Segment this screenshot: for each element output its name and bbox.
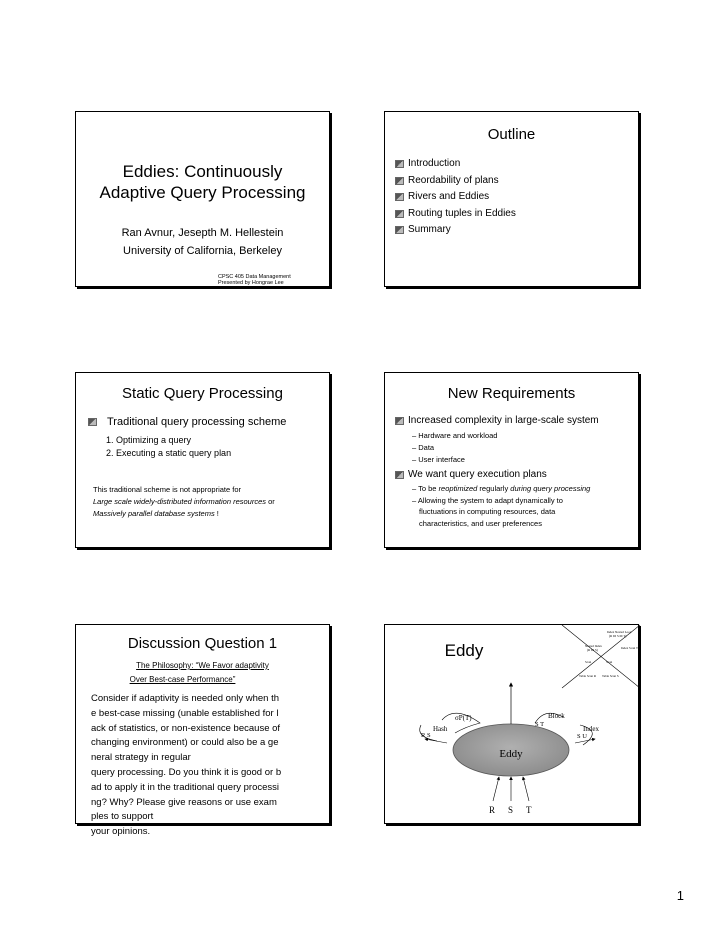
- philosophy-line2: Over Best-case Performance”: [129, 675, 236, 684]
- block-op-label: Block: [548, 712, 565, 720]
- block-op-sub: S T: [535, 721, 545, 728]
- input-label: R: [489, 805, 496, 815]
- list-item: Reordability of plans: [395, 173, 516, 190]
- list-item: – User interface: [412, 455, 465, 464]
- page-number: 1: [676, 888, 684, 903]
- mini-plan-label: Index Scan T: [621, 646, 638, 650]
- bullet-icon: [395, 210, 404, 218]
- select-op-label: σP(T): [455, 714, 472, 722]
- slide-heading: New Requirements: [447, 385, 576, 402]
- requirements-bullet: Increased complexity in large-scale system: [395, 413, 599, 430]
- mini-plan-label: Scan: [585, 660, 592, 664]
- plans-bullet: We want query execution plans: [395, 467, 547, 484]
- presenter-label: Presented by Hongrae Lee: [218, 280, 284, 286]
- hash-op-label: Hash: [433, 725, 448, 733]
- slide-heading: Static Query Processing: [122, 385, 283, 402]
- list-item: 2. Executing a static query plan: [106, 448, 232, 458]
- list-item: Summary: [395, 222, 516, 239]
- list-item: – Data: [412, 443, 435, 452]
- outline-list: [395, 156, 516, 239]
- input-label: T: [526, 805, 532, 815]
- plans-sublist: – To be reoptimized regularly during query processing – Allowing the system to adapt dynamically to fluctuations in computing resources, data characteristics, and user preferences: [412, 484, 591, 528]
- bullet-icon: [395, 226, 404, 234]
- course-label: CPSC 405 Data Management: [218, 274, 291, 280]
- slide-title-line2: Adaptive Query Processing: [99, 183, 306, 202]
- discussion-body: Consider if adaptivity is needed only when th e best-case missing (unable established for l ack of statistics, or non-existence because of changing environment) or could also be a ge neral strategy in regular query processing. Do you think it is good or b ad to apply it in the traditional query processi ng? Why? Please give reasons or use exam ples to support your opinions.: [91, 693, 282, 838]
- slide-heading: Eddy: [444, 641, 484, 660]
- index-op-sub: S U: [577, 733, 587, 740]
- bullet-icon: [88, 418, 97, 426]
- slide-heading: Outline: [487, 126, 536, 143]
- slide-eddy: [384, 624, 639, 824]
- mini-plan-label: Index Nested Loop: [607, 630, 632, 634]
- bullet-icon: [395, 193, 404, 201]
- steps-list: [106, 434, 231, 460]
- list-item: 1. Optimizing a query: [106, 435, 192, 445]
- bullet-icon: [395, 471, 404, 479]
- scheme-note: This traditional scheme is not appropriate for Large scale widely-distributed information resources or Massively parallel database systems !: [93, 485, 275, 518]
- bullet-icon: [395, 177, 404, 185]
- mini-plan-label: (R ⋈ S ⋈ T): [609, 634, 627, 638]
- index-op-label: Index: [583, 725, 599, 733]
- bullet-icon: [395, 160, 404, 168]
- list-item: Rivers and Eddies: [395, 189, 516, 206]
- slide-new-requirements: [384, 372, 639, 548]
- authors: Ran Avnur, Jesepth M. Hellestein: [121, 227, 284, 239]
- input-label: S: [508, 805, 514, 815]
- affiliation: University of California, Berkeley: [123, 245, 282, 257]
- mini-plan-label: Nested Index: [585, 644, 602, 648]
- slide-heading: Discussion Question 1: [127, 635, 278, 652]
- mini-plan-label: (R ⋈ S): [587, 648, 598, 652]
- list-item: Routing tuples in Eddies: [395, 206, 516, 223]
- list-item: Introduction: [395, 156, 516, 173]
- slide-outline: [384, 111, 639, 287]
- slide-static-query: [75, 372, 330, 548]
- hash-op-sub: R S: [421, 732, 431, 739]
- main-bullet: Traditional query processing scheme: [88, 414, 286, 431]
- complexity-sublist: [412, 430, 497, 466]
- slide-title-line1: Eddies: Continuously: [122, 162, 283, 181]
- eddy-center-label: Eddy: [499, 748, 523, 760]
- list-item: – Hardware and workload: [412, 431, 498, 440]
- philosophy-line1: The Philosophy: “We Favor adaptivity: [136, 661, 269, 670]
- bullet-icon: [395, 417, 404, 425]
- mini-plan-label: Table Scan S: [602, 674, 619, 678]
- mini-plan-label: Scan: [606, 660, 613, 664]
- slide-title: [75, 111, 330, 287]
- mini-plan-label: Table Scan R: [579, 674, 596, 678]
